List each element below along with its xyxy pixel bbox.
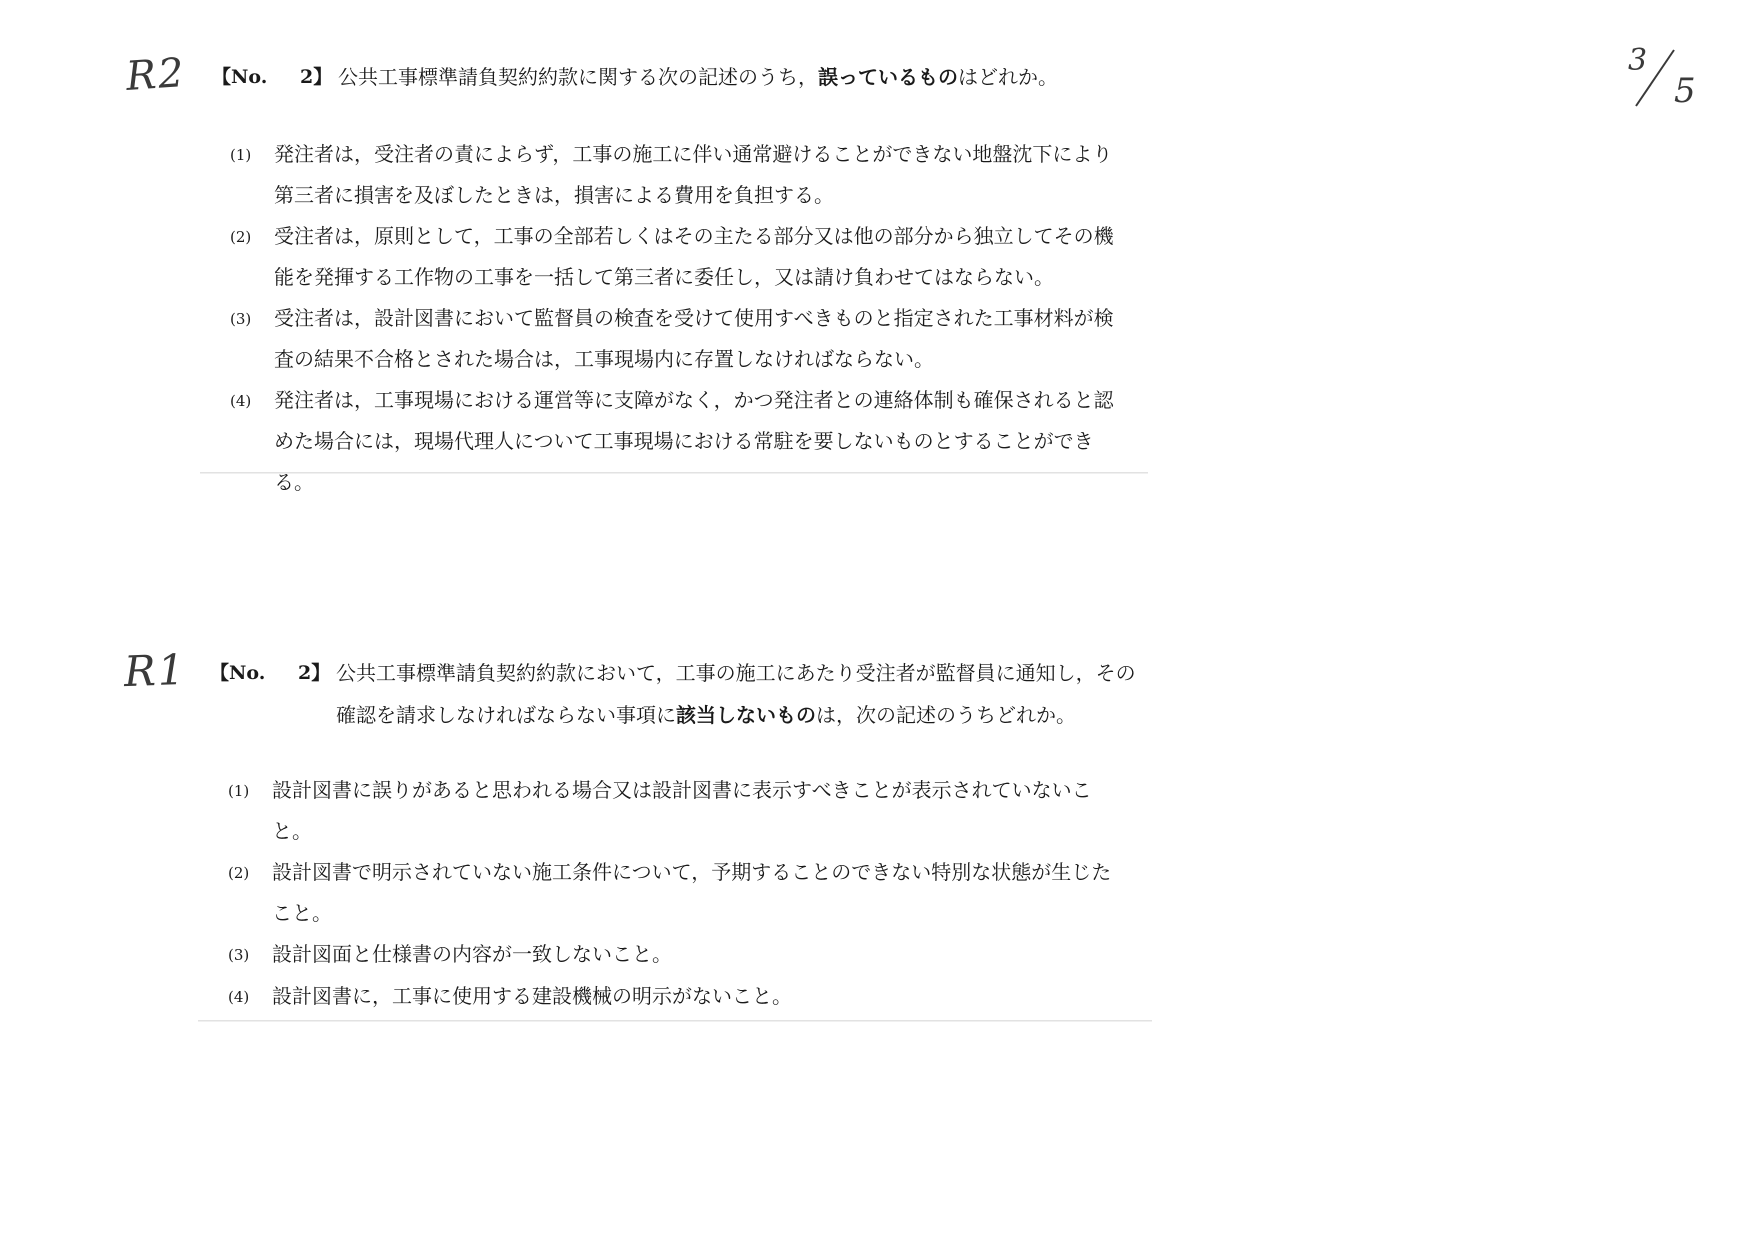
option-item (228, 934, 1128, 976)
page-number-denominator: 5 (1674, 71, 1696, 110)
stem-text: 公共工事標準請負契約約款に関する次の記述のうち， (338, 65, 818, 89)
option-number: (3) (228, 946, 250, 964)
question-panel-r2 (200, 56, 1148, 494)
option-number: (1) (230, 146, 252, 164)
question-index: 2】 (300, 66, 333, 88)
option-number: (2) (228, 864, 250, 882)
option-item (230, 134, 1130, 216)
stem-text-end: はどれか。 (958, 65, 1058, 89)
option-text: 発注者は，受注者の責によらず，工事の施工に伴い通常避けることができない地盤沈下により第三者に損害を及ぼしたときは，損害による費用を負担する。 (274, 142, 1113, 207)
option-number: (2) (230, 228, 252, 246)
stem-text-end: は，次の記述のうちどれか。 (816, 703, 1076, 727)
option-item (228, 852, 1128, 934)
option-item (228, 976, 1128, 1018)
question-index: 2】 (298, 662, 331, 684)
stem-emphasis: 誤っているもの (818, 65, 958, 89)
question-number (212, 56, 338, 98)
option-text: 設計図書に，工事に使用する建設機械の明示がないこと。 (272, 984, 792, 1008)
option-text: 受注者は，原則として，工事の全部若しくはその主たる部分又は他の部分から独立してその機能を発揮する工作物の工事を一括して第三者に委任し，又は請け負わせてはならない。 (274, 224, 1114, 289)
option-item (228, 770, 1128, 852)
question-stem (336, 652, 1136, 736)
question-stem (338, 56, 1138, 98)
option-item (230, 216, 1130, 298)
page-number-numerator: 3 (1628, 43, 1648, 78)
options-list (230, 134, 1130, 503)
option-text: 設計図面と仕様書の内容が一致しないこと。 (272, 942, 672, 966)
option-text: 発注者は，工事現場における運営等に支障がなく，かつ発注者との連絡体制も確保されると認めた場合には，現場代理人について工事現場における常駐を要しないものとすることができる。 (274, 388, 1114, 494)
question-label: 【No. (210, 662, 266, 684)
option-item (230, 380, 1130, 503)
option-text: 設計図書に誤りがあると思われる場合又は設計図書に表示すべきことが表示されていないこと。 (272, 778, 1092, 843)
question-panel-r1 (198, 652, 1152, 1021)
question-header (212, 56, 1138, 98)
question-header (210, 652, 1136, 736)
question-number (210, 652, 336, 694)
stem-emphasis: 該当しないもの (676, 703, 816, 727)
option-number: (4) (230, 392, 252, 410)
stem-text: 公共工事標準請負契約約款において，工事の施工にあたり受注者が監督員に通知し，その確認を請求しなければならない事項に (336, 661, 1136, 727)
question-label: 【No. (212, 66, 268, 88)
handwritten-r2-mark: R2 (124, 49, 188, 101)
page-number-fraction-mark (1624, 40, 1714, 110)
options-list (228, 770, 1128, 1018)
handwritten-r1-mark: R1 (123, 644, 188, 697)
option-number: (4) (228, 988, 250, 1006)
handwritten-page-number (1624, 40, 1714, 110)
option-item (230, 298, 1130, 380)
option-text: 設計図書で明示されていない施工条件について，予期することのできない特別な状態が生じたこと。 (272, 860, 1112, 925)
option-number: (1) (228, 782, 250, 800)
option-text: 受注者は，設計図書において監督員の検査を受けて使用すべきものと指定された工事材料が検査の結果不合格とされた場合は，工事現場内に存置しなければならない。 (274, 306, 1114, 371)
option-number: (3) (230, 310, 252, 328)
